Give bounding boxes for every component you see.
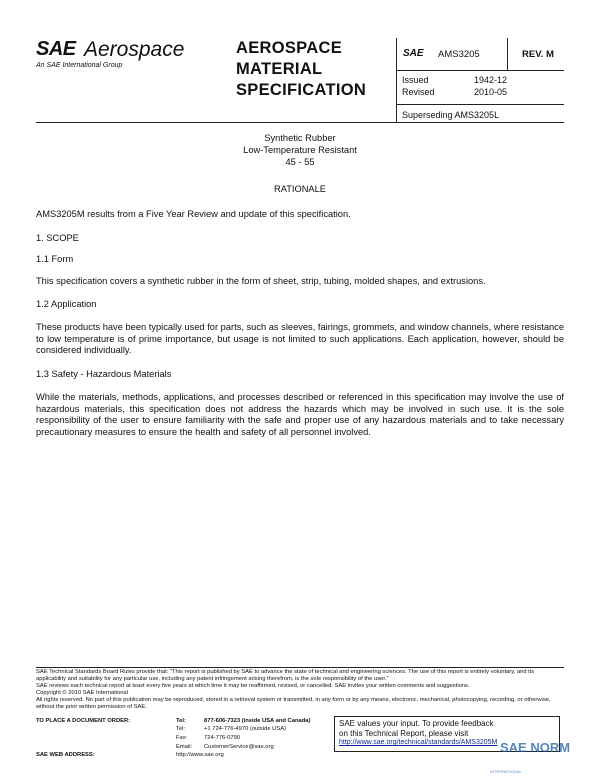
section-application-heading: 1.2 Application [36,299,97,309]
section-application-text: These products have been typically used for parts, such as sleeves, fairings, grommets, and window channels, where resistance to low temperature is of prime importance, but usage is not limited to such applications. Each application, however, should be considered individually. [36,322,564,356]
doc-title-line-3: 45 - 55 [285,157,315,167]
doc-title-line-1: Synthetic Rubber [264,133,336,143]
section-safety-heading: 1.3 Safety - Hazardous Materials [36,369,172,379]
footer-rights-text: All rights reserved. No part of this publication may be reproduced, stored in a retrieval system or transmitted, in any form or by any means, electronic, mechanical, photocopying, recording, or otherwise, without the prior written permission of SAE. [36,697,551,710]
feedback-url-link[interactable]: http://www.sae.org/technical/standards/AMS3205M [339,739,498,746]
section-scope-heading: 1. SCOPE [36,233,79,243]
superseding-text: Superseding AMS3205L [402,110,500,120]
footer-review-text: SAE reviews each technical report at least every five years at which time it may be reaffirmed, revised, or cancelled. SAE invites your written comments and suggestions. [36,683,470,689]
tel-value: 877-606-7323 (inside USA and Canada) [204,718,311,724]
email-value: CustomerService@sae.org [204,744,274,750]
feedback-line-2: on this Technical Report, please visit [339,728,469,738]
feedback-line-1: SAE values your input. To provide feedback [339,719,494,728]
doc-id: AMS3205 [438,49,480,60]
fax-label: Fax: [176,735,188,741]
small-sae-logo: SAE [403,48,424,59]
header-bottom-rule [36,122,564,123]
title-line-3: SPECIFICATION [236,81,367,99]
issued-label: Issued [402,75,429,85]
rationale-text: AMS3205M results from a Five Year Review and update of this specification. [36,209,351,219]
watermark-subtext: INTERNATIONAL [490,769,522,774]
sae-logo: SAE [36,38,76,60]
footer-copyright: Copyright © 2010 SAE International [36,690,128,696]
section-safety-text: While the materials, methods, applications, and processes described or referenced in this specification may involve the use of hazardous materials, this specification does not address the hazards which may be involved in such use. It is the sole responsibility of the user to ensure familiarity with the safe and proper use of any hazardous materials and to take necessary precautionary measures to ensure the health and safety of all personnel involved. [36,392,564,437]
header-box-left-border [396,38,397,122]
revision: REV. M [522,49,554,60]
fax-value: 724-776-0790 [204,735,241,741]
superseding-divider [396,104,564,105]
watermark-logo: SAE NORM [500,740,571,755]
logo-subtitle: An SAE International Group [36,62,123,69]
order-label: TO PLACE A DOCUMENT ORDER: [36,718,131,724]
tel2-value: +1 724-776-4970 (outside USA) [204,726,287,732]
section-form-text: This specification covers a synthetic rubber in the form of sheet, strip, tubing, molded shapes, and extrusions. [36,276,486,286]
revised-value: 2010-05 [474,87,508,97]
aerospace-logo-text: Aerospace [84,38,185,61]
doc-title-line-2: Low-Temperature Resistant [243,145,357,155]
footer-rules-text: SAE Technical Standards Board Rules provide that: "This report is published by SAE to advance the state of technical and engineering sciences. The use of this report is entirely voluntary, and its applicability and suitability for any particular use, including any patent infringement arising therefrom, is the sole responsibility of the user." [36,669,534,682]
title-line-1: AEROSPACE [236,39,342,57]
rev-divider [507,38,508,70]
title-line-2: MATERIAL [236,60,323,78]
tel-label: Tel: [176,718,186,724]
rationale-heading: RATIONALE [273,184,326,194]
tel2-label: Tel: [176,726,186,732]
email-label: Email: [176,744,193,750]
issued-value: 1942-12 [474,75,508,85]
header-box-divider [396,70,564,71]
footer-rule [36,667,564,668]
revised-label: Revised [402,87,435,97]
web-label: SAE WEB ADDRESS: [36,752,95,758]
section-form-heading: 1.1 Form [36,254,74,264]
web-value: http://www.sae.org [176,752,224,758]
